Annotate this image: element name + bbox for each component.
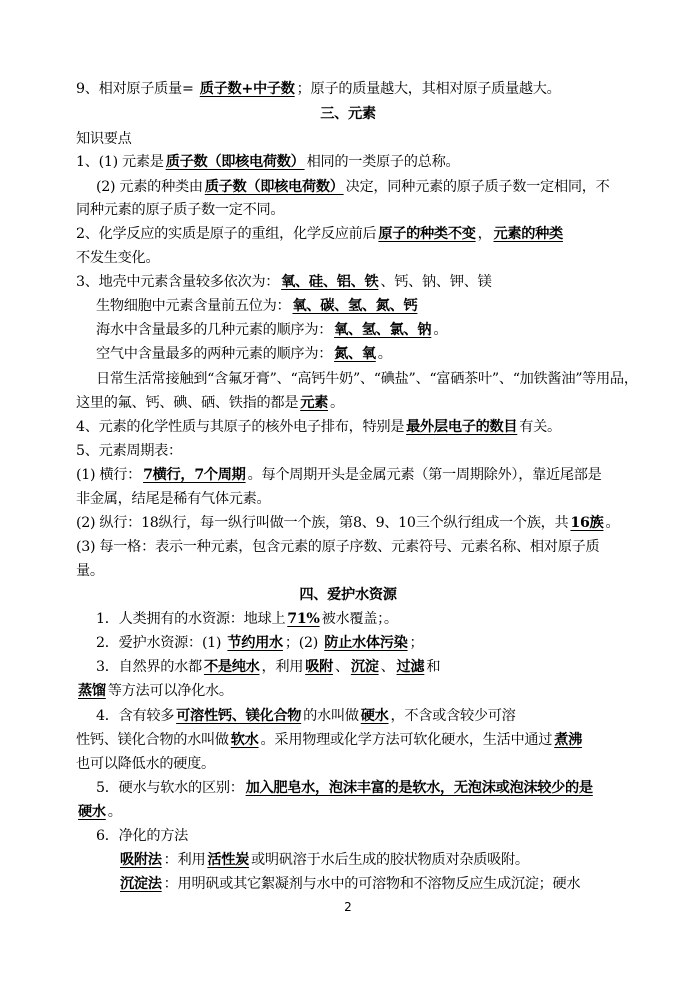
text: 。每个周期开头是金属元素（第一周期除外），靠近尾部是 <box>247 467 602 483</box>
answer-blank: 71% <box>287 611 320 627</box>
line-daily-products: 日常生活常接触到“含氟牙膏”、“高钙牛奶”、“碘盐”、“富硒茶叶”、“加铁酱油”等用品， <box>96 371 638 387</box>
line-precipitation <box>118 873 580 895</box>
line-text: 不发生变化。 <box>76 250 160 266</box>
line-seawater-elements <box>96 319 447 341</box>
text: 的水叫做 <box>303 708 359 724</box>
answer-blank: 最外层电子的数目 <box>406 419 518 435</box>
line-text: 也可以降低水的硬度。 <box>76 756 215 772</box>
text: 性钙、镁化合物的水叫做 <box>76 732 229 748</box>
text: 有关。 <box>519 419 561 435</box>
line-protect-water <box>96 632 423 654</box>
answer-blank: 16族 <box>570 515 604 531</box>
text: 3、地壳中元素含量较多依次为： <box>76 274 280 290</box>
text: 、 <box>380 659 395 675</box>
line-element-type <box>96 176 610 198</box>
text: ：用明矾或其它絮凝剂与水中的可溶物和不溶物反应生成沉淀；硬水 <box>163 876 581 892</box>
line-chemical-reaction <box>76 223 565 245</box>
text: (1) 横行： <box>76 467 142 483</box>
text: ，不含或含较少可溶 <box>390 708 516 724</box>
text: (2) 元素的种类由 <box>96 179 203 195</box>
line-text: 同种元素的原子质子数一定不同。 <box>76 202 285 218</box>
text: 、钙、钠、钾、镁 <box>380 274 492 290</box>
line-soft-water <box>76 729 584 751</box>
line-text: 非金属，结尾是稀有气体元素。 <box>76 491 271 507</box>
line-columns <box>76 512 619 534</box>
text: ，利用 <box>261 659 304 675</box>
section-heading-water: 四、爱护水资源 <box>299 587 397 603</box>
line-element-definition <box>76 151 459 173</box>
text: ；原子的质量越大，其相对原子质量越大。 <box>296 81 561 97</box>
line-elements-answer <box>76 392 344 414</box>
line-purification-methods: 6．净化的方法 <box>96 828 189 844</box>
line-crust-elements <box>76 271 491 293</box>
line-purify-water <box>96 656 440 678</box>
answer-blank: 煮沸 <box>554 732 582 748</box>
text: 或明矾溶于水后生成的胶状物质对杂质吸附。 <box>251 852 529 868</box>
answer-blank: 元素的种类 <box>493 226 563 242</box>
text: 、 <box>334 659 349 675</box>
answer-blank: 氧、碳、氢、氮、钙 <box>292 298 418 314</box>
text: 等方法可以净化水。 <box>107 683 233 699</box>
text: 1．人类拥有的水资源：地球上 <box>96 611 286 627</box>
line-periodic-table: 5、元素周期表： <box>76 443 182 459</box>
answer-blank: 不是纯水 <box>203 659 260 675</box>
answer-blank: 吸附 <box>305 659 333 675</box>
line-cells: (3) 每一格：表示一种元素，包含元素的原子序数、元素符号、元素名称、相对原子质 <box>76 539 600 555</box>
page-number: 2 <box>344 900 352 914</box>
answer-blank: 氮、氧 <box>334 346 376 362</box>
text: 空气中含量最多的两种元素的顺序为： <box>96 346 333 362</box>
answer-blank: 质子数+中子数 <box>199 81 295 97</box>
answer-blank: 质子数（即核电荷数） <box>204 179 344 195</box>
text: 1、(1) 元素是 <box>76 154 164 170</box>
answer-blank: 软水 <box>230 732 259 748</box>
answer-blank: 沉淀 <box>350 659 379 675</box>
text: 5．硬水与软水的区别： <box>96 780 244 796</box>
text: 9、相对原子质量= <box>76 81 198 97</box>
text: ； <box>409 635 424 651</box>
text: 。 <box>605 515 620 531</box>
text: (2) 纵行：18纵行，每一纵行叫做一个族，第8、9、10三个纵行组成一个族，共 <box>76 515 569 531</box>
line-hard-water <box>96 705 516 727</box>
text: 2、化学反应的实质是原子的重组，化学反应前后 <box>76 226 377 242</box>
answer-blank: 活性炭 <box>207 852 250 868</box>
text: 3．自然界的水都 <box>96 659 202 675</box>
text: 。 <box>377 346 392 362</box>
answer-blank: 硬水 <box>78 804 106 820</box>
answer-blank: 氧、硅、铝、铁 <box>281 274 379 290</box>
text: 生物细胞中元素含量前五位为： <box>96 298 291 314</box>
section-heading-elements: 三、元素 <box>320 106 376 122</box>
answer-blank: 元素 <box>300 395 328 411</box>
line-relative-atomic-mass <box>76 78 561 100</box>
text: 相同的一类原子的总称。 <box>306 154 460 170</box>
text: 。 <box>107 804 122 820</box>
text: 被水覆盖；。 <box>321 611 398 627</box>
line-rows <box>76 464 602 486</box>
line-text: 量。 <box>76 563 104 579</box>
text: 和 <box>426 659 441 675</box>
answer-blank: 吸附法 <box>120 852 162 868</box>
line-distillation <box>76 680 233 702</box>
line-air-elements <box>96 343 392 365</box>
text: 。 <box>433 322 448 338</box>
text: ；(2) <box>284 635 323 651</box>
text: ， <box>477 226 492 242</box>
text: 。 <box>329 395 344 411</box>
line-cell-elements <box>96 295 419 317</box>
answer-blank: 氧、氢、氯、钠 <box>334 322 432 338</box>
line-hard-soft-difference <box>96 777 595 799</box>
answer-blank: 质子数（即核电荷数） <box>165 154 305 170</box>
text: 这里的氟、钙、碘、硒、铁指的都是 <box>76 395 299 411</box>
answer-blank: 原子的种类不变 <box>378 226 476 242</box>
knowledge-points-label: 知识要点 <box>76 131 132 147</box>
answer-blank: 沉淀法 <box>120 876 162 892</box>
text: 2．爱护水资源：(1) <box>96 635 226 651</box>
answer-blank: 7横行，7个周期 <box>143 467 246 483</box>
answer-blank: 过滤 <box>396 659 425 675</box>
answer-blank: 防止水体污染 <box>324 635 408 651</box>
text: 决定，同种元素的原子质子数一定相同，不 <box>345 179 610 195</box>
line-water-resources <box>96 608 398 630</box>
line-adsorption <box>118 849 529 871</box>
text: 。采用物理或化学方法可软化硬水，生活中通过 <box>260 732 553 748</box>
text: 海水中含量最多的几种元素的顺序为： <box>96 322 333 338</box>
text: 4．含有较多 <box>96 708 175 724</box>
answer-blank: 蒸馏 <box>78 683 106 699</box>
line-hard-water-answer <box>76 801 122 823</box>
text: 4、元素的化学性质与其原子的核外电子排布，特别是 <box>76 419 405 435</box>
text: ：利用 <box>163 852 206 868</box>
answer-blank: 加入肥皂水，泡沫丰富的是软水，无泡沫或泡沫较少的是 <box>245 780 593 796</box>
line-chemical-property <box>76 416 561 438</box>
answer-blank: 节约用水 <box>227 635 283 651</box>
answer-blank: 硬水 <box>360 708 389 724</box>
answer-blank: 可溶性钙、镁化合物 <box>176 708 302 724</box>
